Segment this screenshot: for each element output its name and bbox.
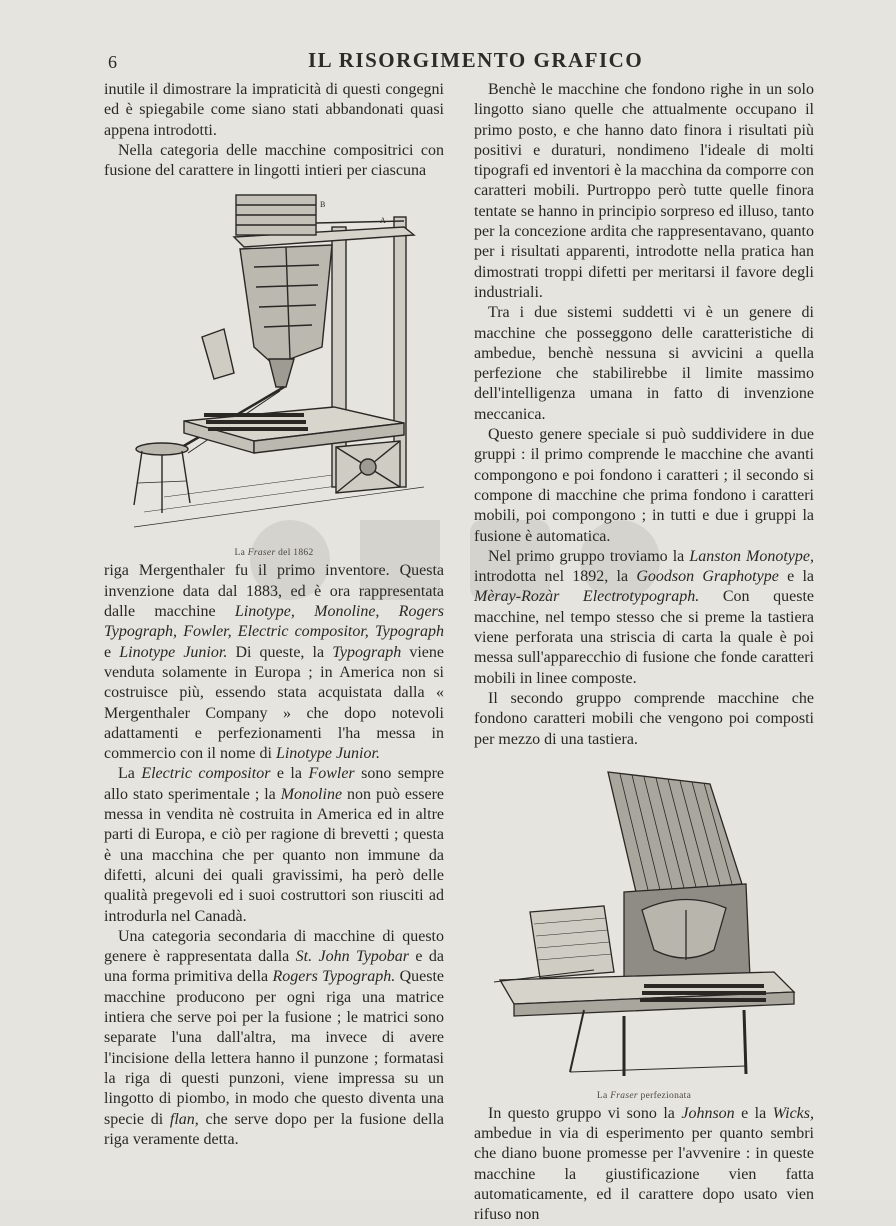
- running-title: IL RISORGIMENTO GRAFICO: [308, 48, 644, 72]
- figure-fraser-perfezionata: [474, 760, 814, 1104]
- caption-prefix: La: [234, 548, 248, 559]
- left-paragraph-5: Una categoria secondaria di macchine di questo genere è rappresentata dalla St. John Typobar e da una forma primitiva della Rogers Typograph. Queste macchine producono per ogni riga una matrice intiera che serve poi per la fusione ; le matrici sono separate l'una dall'altra, ma invece di avere l'incisione della lettera hanno il punzone ; formatasi la riga di questi punzoni, viene impressa su un lingotto di piombo, in modo che questo diventa una specie di flan, che serve dopo per la fusione della riga veramente detta.: [104, 927, 445, 1148]
- page-header: [108, 48, 818, 78]
- caption-name: Fraser: [247, 548, 276, 559]
- caption-suffix: del 1862: [275, 548, 314, 559]
- caption-name: Fraser: [610, 1090, 638, 1101]
- right-paragraph-2: Tra i due sistemi suddetti vi è un genere di macchine che posseggono delle caratteristiche di ambedue, benchè nessuna si avvicini a quella perfezione che stabilirebbe il limite massimo dell'intelligenza umana in fatto di invenzione meccanica.: [474, 304, 814, 423]
- right-paragraph-1: Benchè le macchine che fondono righe in un solo lingotto siano quelle che attualmente occupano il primo posto, e che hanno dato finora i risultati più positivi e duraturi, nondimeno l'ideale di molti tipografi ed inventori è la macchina da comporre con caratteri mobili. Purtroppo però tutte quelle finora tentate se hanno in principio sorpreso ed illuso, tanto per la concezione ardita che rappresentavano, quanto per i risultati apparenti, introdotte nella pratica han dimostrati troppi difetti per meritarsi il favore degli industriali.: [474, 81, 814, 301]
- left-paragraph-3: riga Mergenthaler fu il primo inventore. Questa invenzione data dal 1883, ed è ora rappresentata dalle macchine Linotype, Monoline, Rogers Typograph, Fowler, Electric compositor, Typograph e Linotype Junior. Di queste, la Typograph viene venduta solamente in Europa ; in America non si costruisce più, essendo stata acquistata dalla « Mergenthaler Company » che dopo notevoli adattamenti e perfezionamenti l'ha messa in commercio con il nome di Linotype Junior.: [104, 562, 444, 763]
- fraser-perfezionata-engraving-icon: [474, 760, 814, 1086]
- right-paragraph-4: Nel primo gruppo troviamo la Lanston Monotype, introdotta nel 1892, la Goodson Graphotype e la Mèray-Rozàr Electrotypograph. Con queste macchine, nel tempo stesso che si preme la tastiera viene perforata una striscia di carta la quale è poi messa sull'apparecchio di fusione che fonde caratteri mobili in linee composte.: [474, 547, 815, 687]
- figure-fraser-1862-caption: [104, 543, 444, 563]
- right-column: [474, 80, 814, 1226]
- figure-fraser-perfezionata-caption: [474, 1086, 814, 1106]
- right-paragraph-3: Questo genere speciale si può suddividere in due gruppi : il primo comprende le macchine che avanti compongono e poi fondono i caratteri ; il secondo si compone di macchine che prima fondono i caratteri mobili, poi compongono ; in tutti e due i gruppi la fusione è automatica.: [474, 426, 814, 545]
- left-paragraph-1: inutile il dimostrare la impraticità di questi congegni ed è spiegabile come siano stati abbandonati quasi appena introdotti.: [104, 81, 444, 139]
- caption-suffix: perfezionata: [637, 1090, 692, 1101]
- caption-prefix: La: [596, 1090, 611, 1101]
- figure-label-a: A: [380, 216, 386, 226]
- right-paragraph-6: In questo gruppo vi sono la Johnson e la Wicks, ambedue in via di esperimento per quanto sembri che diano buone promesse per l'avvenire : in queste macchine la giustificazione vien fatta automaticamente, ed il carattere dopo usato vien rifuso non: [474, 1104, 814, 1224]
- fraser-1862-engraving-icon: [104, 187, 444, 543]
- right-paragraph-5: Il secondo gruppo comprende macchine che fondono caratteri mobili che vengono poi composti per mezzo di una tastiera.: [474, 689, 814, 748]
- page-number: 6: [108, 52, 117, 72]
- left-paragraph-4: La Electric compositor e la Fowler sono sempre allo stato sperimentale ; la Monoline non può essere messa in vendita nè costruita in America ed in altre parti di Europa, e ciò per ragione di brevetti ; questa è una macchina che per quanto non immune da difetti, alcuni dei quali gravissimi, ha però delle qualità pregevoli ed i suoi costruttori son riusciti ad introdurla nel Canadà.: [104, 765, 444, 925]
- figure-label-b: B: [320, 200, 326, 210]
- figure-fraser-1862: [104, 187, 444, 559]
- left-paragraph-2: Nella categoria delle macchine compositrici con fusione del carattere in lingotti intieri per ciascuna: [104, 141, 444, 180]
- left-column: [104, 80, 444, 1150]
